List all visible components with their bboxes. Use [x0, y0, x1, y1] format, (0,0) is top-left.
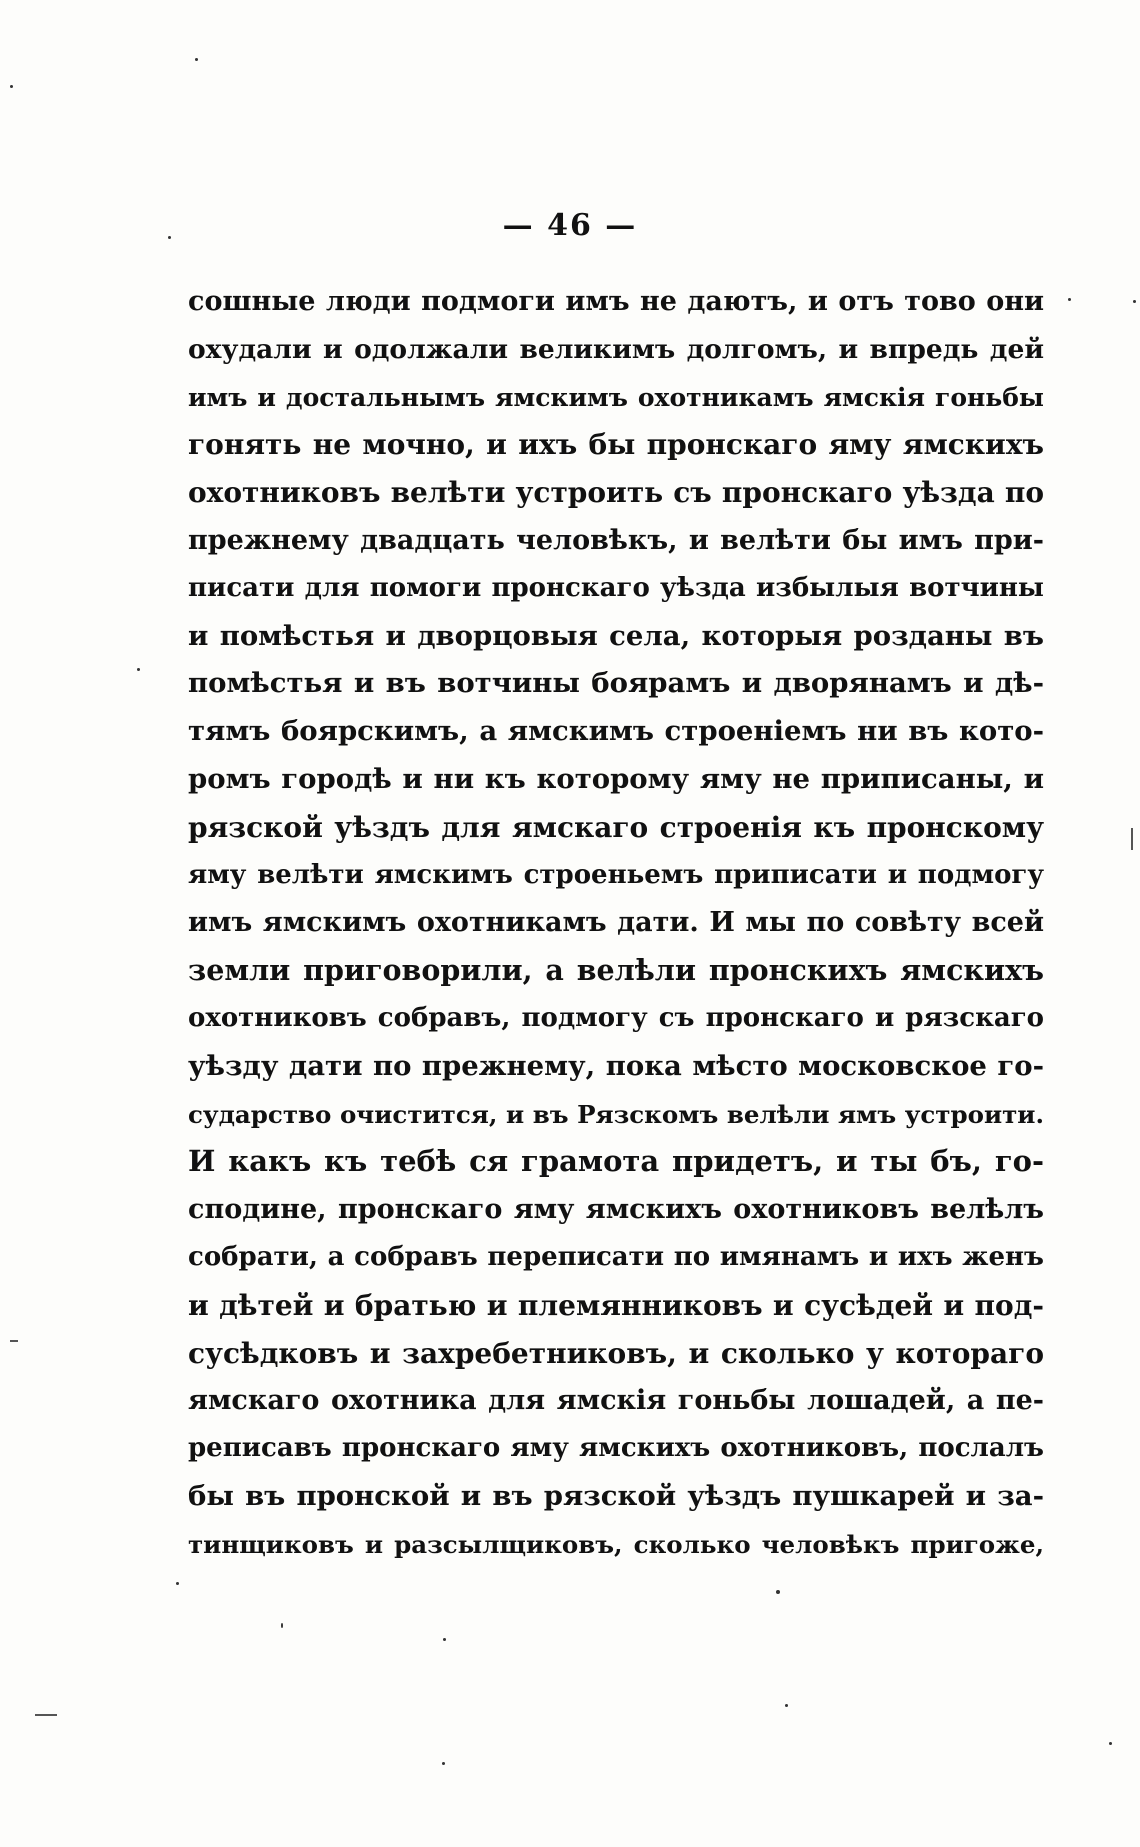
text-line: писати для помоги пронскаго уѣзда избылыя вотчины: [188, 572, 1044, 603]
text-line: тинщиковъ и разсылщиковъ, сколько человѣкъ пригоже,: [188, 1529, 1044, 1559]
text-line: сподине, пронскаго яму ямскихъ охотниковъ велѣлъ: [188, 1194, 1044, 1226]
text-line: и дѣтей и братью и племянниковъ и сусѣдей и под-: [188, 1288, 1044, 1322]
text-line: имъ и достальнымъ ямскимъ охотникамъ ямскія гоньбы: [188, 382, 1044, 412]
scan-speck: [1109, 1742, 1112, 1745]
text-line: и помѣстья и дворцовыя села, которыя розданы въ: [188, 619, 1044, 652]
text-line: охотниковъ собравъ, подмогу съ пронскаго и рязскаго: [188, 1002, 1044, 1033]
scan-speck: [168, 236, 171, 239]
text-line: бы въ пронской и въ рязской уѣздъ пушкарей и за-: [188, 1479, 1044, 1512]
scan-mark: [10, 1340, 18, 1342]
scan-speck: [137, 668, 140, 671]
text-line: сударство очистится, и въ Рязскомъ велѣли ямъ устроити.: [188, 1099, 1044, 1129]
text-line: И какъ къ тебѣ ся грамота придетъ, и ты бъ, го-: [188, 1144, 1044, 1179]
scan-speck: [785, 1704, 788, 1707]
text-line: сусѣдковъ и захребетниковъ, и сколько у котораго: [188, 1336, 1044, 1370]
text-line: земли приговорили, а велѣли пронскихъ ямскихъ: [188, 953, 1044, 988]
text-line: ромъ городѣ и ни къ которому яму не приписаны, и: [188, 762, 1044, 795]
scan-speck: [442, 1762, 445, 1765]
text-line: имъ ямскимъ охотникамъ дати. И мы по совѣту всей: [188, 907, 1044, 939]
scan-speck: [281, 1623, 283, 1628]
text-line: охудали и одолжали великимъ долгомъ, и впредь дей: [188, 333, 1044, 365]
text-line: собрати, а собравъ переписати по имянамъ и ихъ женъ: [188, 1241, 1044, 1272]
text-line: рязской уѣздъ для ямскаго строенія къ пронскому: [188, 810, 1044, 844]
text-line: тямъ боярскимъ, а ямскимъ строеніемъ ни въ кото-: [188, 715, 1044, 748]
text-line: яму велѣти ямскимъ строеньемъ приписати и подмогу: [188, 859, 1044, 890]
body-text: [188, 278, 1044, 1569]
text-line: ямскаго охотника для ямскія гоньбы лошадей, а пе-: [188, 1385, 1044, 1417]
scan-speck: [1068, 298, 1071, 301]
text-line: сошные люди подмоги имъ не даютъ, и отъ тово они: [188, 286, 1044, 317]
scan-mark: [1131, 828, 1133, 850]
text-line: помѣстья и въ вотчины боярамъ и дворянамъ и дѣ-: [188, 667, 1044, 700]
text-line: реписавъ пронскаго яму ямскихъ охотниковъ, послалъ: [188, 1433, 1044, 1464]
scan-speck: [443, 1638, 446, 1641]
page-number: — 46 —: [502, 208, 638, 243]
text-line: охотниковъ велѣти устроить съ пронскаго уѣзда по: [188, 476, 1044, 510]
scan-speck: [1133, 300, 1136, 303]
scan-speck: [10, 85, 13, 88]
text-line: уѣзду дати по прежнему, пока мѣсто московское го-: [188, 1049, 1044, 1082]
scan-speck: [776, 1590, 780, 1594]
text-line: прежнему двадцать человѣкъ, и велѣти бы имъ при-: [188, 524, 1044, 556]
scan-speck: [176, 1582, 179, 1585]
scan-mark: [35, 1714, 57, 1716]
scan-speck: [195, 58, 198, 61]
text-line: гонять не мочно, и ихъ бы пронскаго яму ямскихъ: [188, 428, 1044, 462]
